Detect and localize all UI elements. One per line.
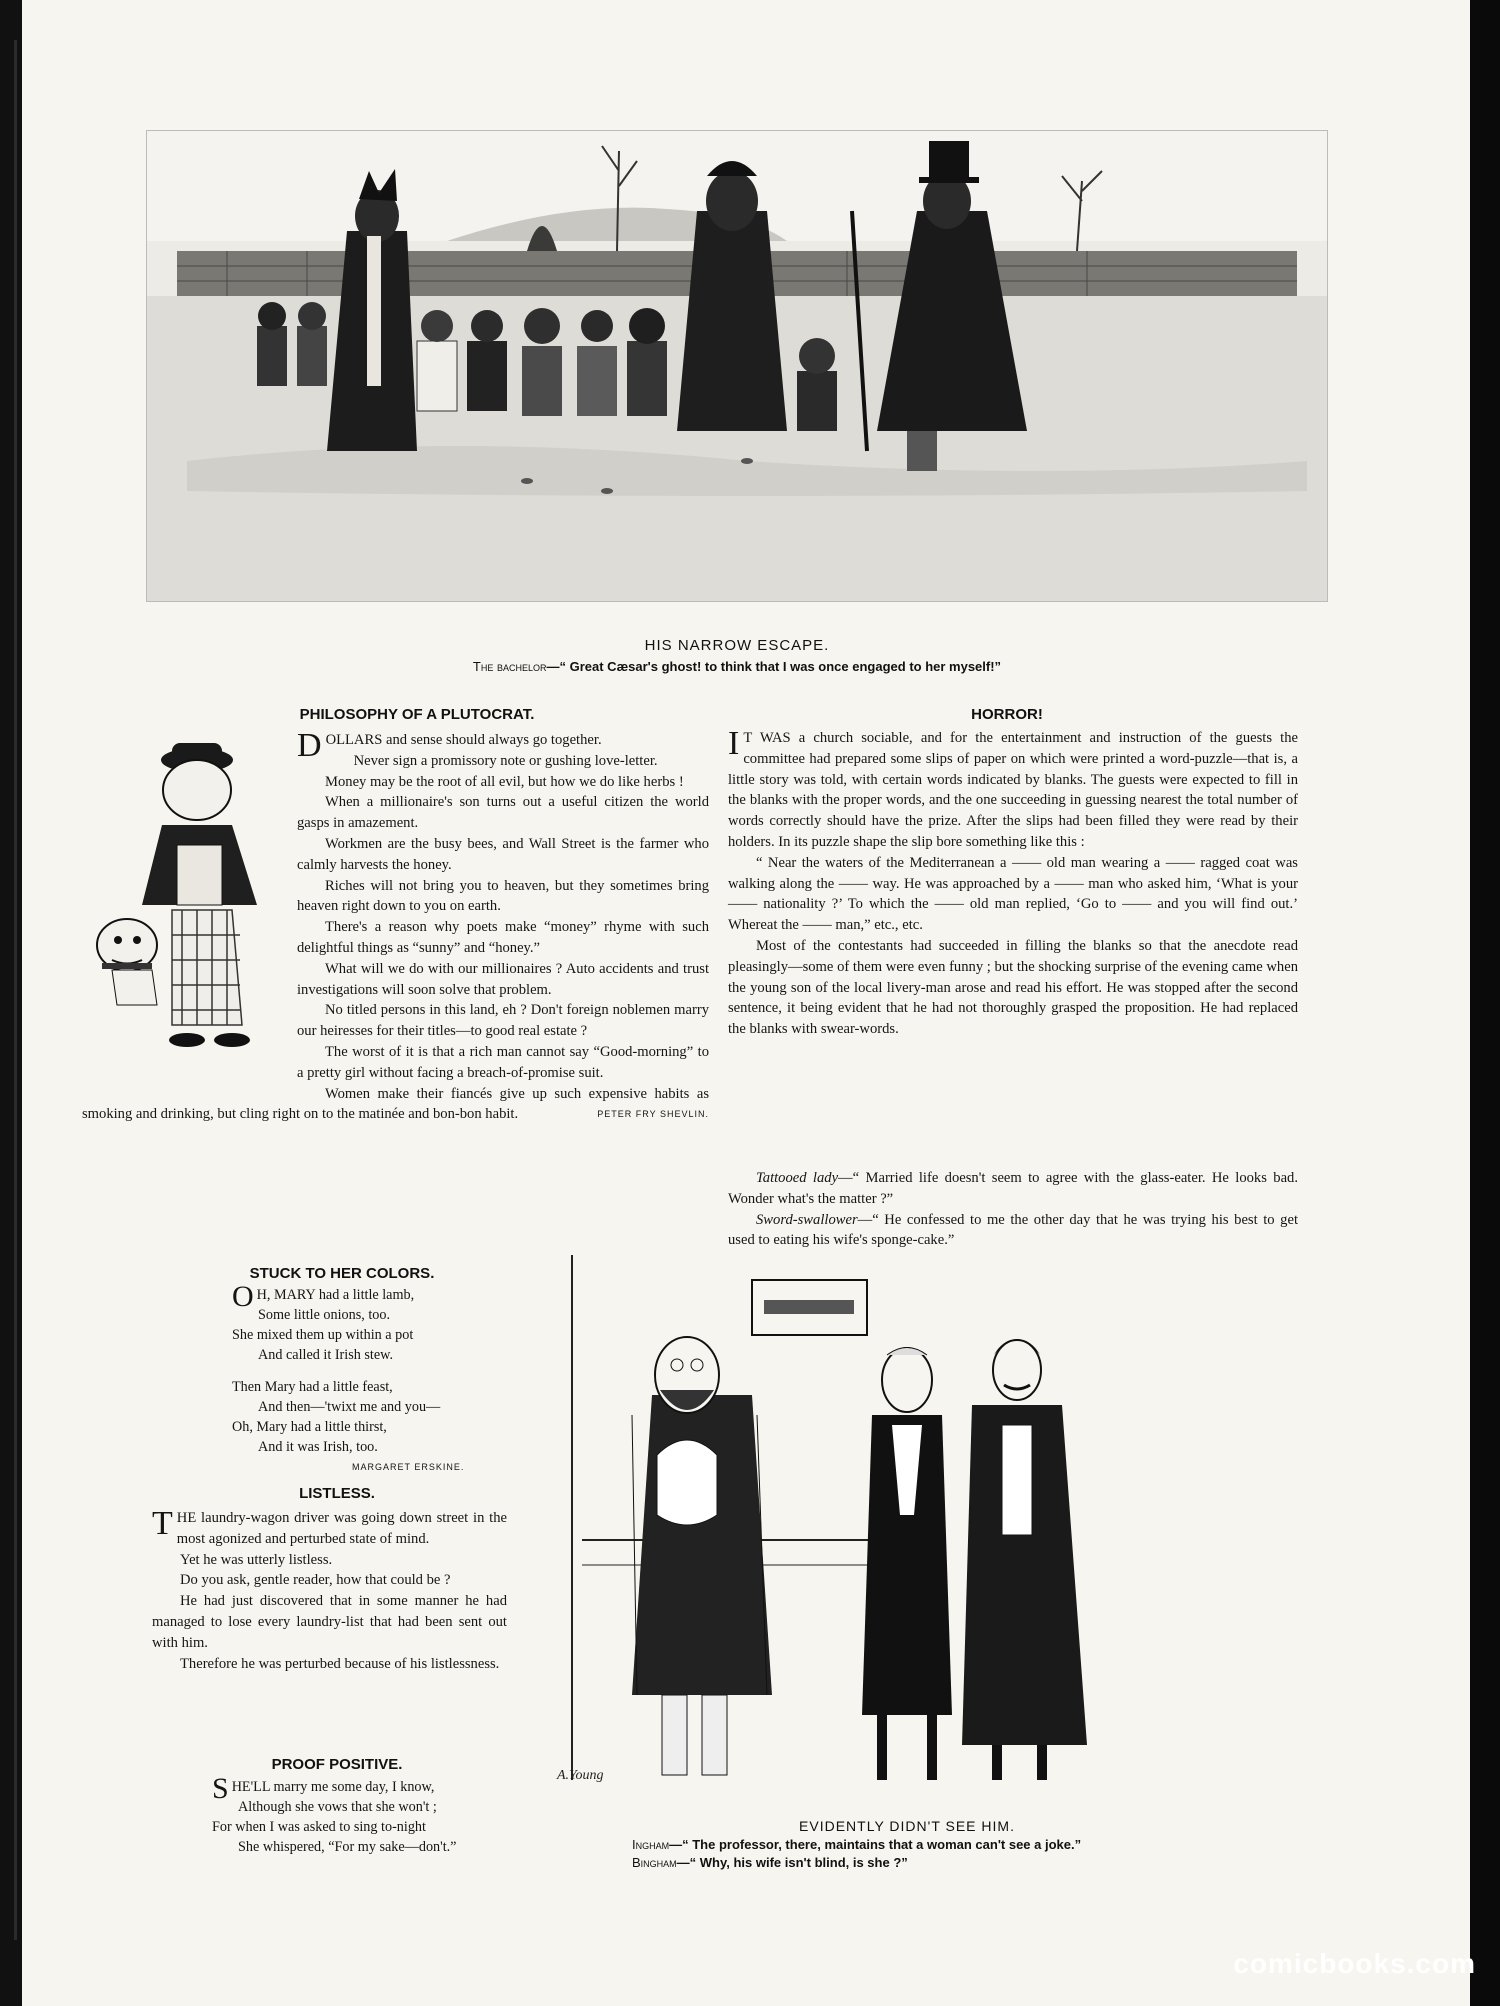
top-cartoon-quote: —“ Great Cæsar's ghost! to think that I was once engaged to her myself!” — [546, 659, 1002, 674]
listless-dropcap: T — [152, 1505, 173, 1542]
listless-heading: LISTLESS. — [299, 1485, 375, 1502]
philosophy-para: No titled persons in this land, eh ? Don't foreign noblemen marry our heiresses for their titles—to good real estate ? — [297, 1002, 709, 1040]
magazine-page — [22, 0, 1470, 2006]
philosophy-para: Never sign a promissory note or gushing love-letter. — [353, 752, 658, 769]
horror-para: Most of the contestants had succeeded in filling the blanks so that the anecdote read pleasingly—some of them were even funny ; but the shocking surprise of the evening came when the young son of the local livery-man arose and read his effort. He was stopped after the second sentence, it being evident that he had not thoroughly grasped the proposition. He had replaced the blanks with swear-words. — [728, 937, 1298, 1038]
evidently-didnt-see-him-illustration — [542, 1255, 1322, 1805]
philosophy-para-first: OLLARS and sense should always go together. — [325, 732, 602, 748]
poem-line: HE'LL marry me some day, I know, — [231, 1779, 435, 1795]
philosophy-para: The worst of it is that a rich man cannot say “Good-morning” to a pretty girl without facing a breach-of-promise suit. — [297, 1043, 709, 1081]
poem-line: For when I was asked to sing to-night — [212, 1819, 426, 1835]
poem-line: Oh, Mary had a little thirst, — [232, 1419, 387, 1435]
stuck-poem — [232, 1280, 532, 1477]
proof-heading: PROOF POSITIVE. — [271, 1756, 403, 1773]
philosophy-para: Money may be the root of all evil, but how we do like herbs ! — [325, 773, 684, 790]
bingham-line: —“ Why, his wife isn't blind, is she ?” — [676, 1855, 908, 1870]
sword-swallower-line: —“ He confessed to me the other day that he was trying his best to get used to eating his wife's sponge-cake.” — [728, 1211, 1298, 1249]
poem-line: Then Mary had a little feast, — [232, 1379, 393, 1395]
tattooed-lady-joke — [728, 1168, 1298, 1251]
horror-para-first: T WAS a church sociable, and for the entertainment and instruction of the guests the committee had prepared some slips of paper on which were printed a word-puzzle—that is, a little story was told, with certain words indicated by blanks. The guests were expected to fill in the blanks with the proper words, and the one succeeding in guessing nearest the total number of words correctly should have the prize. After the slips had been filled they were read by their holders. In its puzzle shape the slip bore something like this : — [728, 730, 1298, 850]
sword-swallower-speaker: Sword-swallower — [756, 1211, 858, 1228]
top-cartoon-speaker: The bachelor — [472, 659, 547, 674]
horror-text — [728, 725, 1298, 1040]
bottom-cartoon-caption-1 — [632, 1837, 1232, 1852]
poem-line: Although she vows that she won't ; — [238, 1799, 437, 1815]
site-watermark: comicbooks.com — [1233, 1948, 1476, 1979]
tattooed-speaker: Tattooed lady — [756, 1170, 839, 1186]
listless-text — [152, 1505, 507, 1674]
poem-line: She mixed them up within a pot — [232, 1327, 414, 1343]
ingham-line: —“ The professor, there, maintains that a woman can't see a joke.” — [669, 1837, 1082, 1852]
proof-dropcap: S — [212, 1772, 229, 1805]
listless-para: Yet he was utterly listless. — [180, 1551, 333, 1568]
tattooed-line: —“ Married life doesn't seem to agree with the glass-eater. He looks bad. Wonder what's the matter ?” — [728, 1170, 1298, 1207]
poem-line: Some little onions, too. — [258, 1307, 391, 1323]
top-cartoon-title: HIS NARROW ESCAPE. — [644, 637, 830, 654]
poem-line: And then—'twixt me and you— — [258, 1399, 441, 1415]
stuck-dropcap: O — [232, 1280, 254, 1313]
philosophy-dropcap: D — [297, 727, 322, 764]
philosophy-signature: PETER FRY SHEVLIN. — [597, 1109, 709, 1120]
listless-para: Do you ask, gentle reader, how that could be ? — [180, 1572, 451, 1589]
bingham-speaker: Bingham — [632, 1855, 677, 1870]
listless-para: Therefore he was perturbed because of his listlessness. — [180, 1655, 500, 1672]
book-spine — [0, 0, 22, 2006]
philosophy-para: Riches will not bring you to heaven, but they sometimes bring heaven right down to you on earth. — [297, 877, 709, 915]
poem-line: And called it Irish stew. — [258, 1347, 394, 1363]
bottom-cartoon-title: EVIDENTLY DIDN'T SEE HIM. — [799, 1818, 1015, 1834]
bottom-cartoon-caption-2 — [632, 1855, 1232, 1870]
poem-line: And it was Irish, too. — [258, 1439, 378, 1455]
right-border — [1470, 0, 1500, 2006]
stuck-signature: MARGARET ERSKINE. — [352, 1462, 465, 1472]
top-cartoon-caption — [272, 659, 1202, 674]
ingham-speaker: Ingham — [632, 1837, 670, 1852]
his-narrow-escape-illustration — [146, 130, 1328, 602]
stuck-heading: STUCK TO HER COLORS. — [249, 1265, 435, 1282]
philosophy-para: When a millionaire's son turns out a useful citizen the world gasps in amazement. — [297, 794, 709, 832]
horror-dropcap: I — [728, 725, 740, 762]
artist-signature: A.Young — [557, 1768, 604, 1783]
horror-para: “ Near the waters of the Mediterranean a —— old man wearing a —— ragged coat was walking along the —— way. He was approached by a —— man who asked him, ‘What is your —— nationality ?’ To which the —— old man replied, ‘Go to —— and you will find out.’ Whereat the —— man,” etc., etc. — [728, 854, 1298, 934]
philosophy-para: Workmen are the busy bees, and Wall Street is the farmer who calmly harvests the honey. — [297, 835, 709, 873]
philosophy-heading: PHILOSOPHY OF A PLUTOCRAT. — [299, 706, 535, 723]
philosophy-para: What will we do with our millionaires ? Auto accidents and trust investigations will soon solve that problem. — [297, 960, 709, 998]
listless-para: He had just discovered that in some manner he had managed to lose every laundry-list that had been sent out with him. — [152, 1593, 507, 1651]
philosophy-text — [82, 727, 709, 1125]
listless-para-first: HE laundry-wagon driver was going down street in the most agonized and perturbed state of mind. — [176, 1510, 507, 1547]
philosophy-para: There's a reason why poets make “money” rhyme with such delightful things as “sunny” and “honey.” — [297, 919, 709, 956]
horror-heading: HORROR! — [971, 706, 1043, 723]
poem-line: She whispered, “For my sake—don't.” — [238, 1839, 457, 1855]
philosophy-para-last: Women make their fiancés give up such expensive habits as smoking and drinking, but cling right on to the matinée and bon-bon habit. — [82, 1085, 709, 1123]
proof-poem — [212, 1772, 532, 1857]
spine-edge — [14, 40, 17, 1940]
poem-line: H, MARY had a little lamb, — [256, 1287, 415, 1303]
